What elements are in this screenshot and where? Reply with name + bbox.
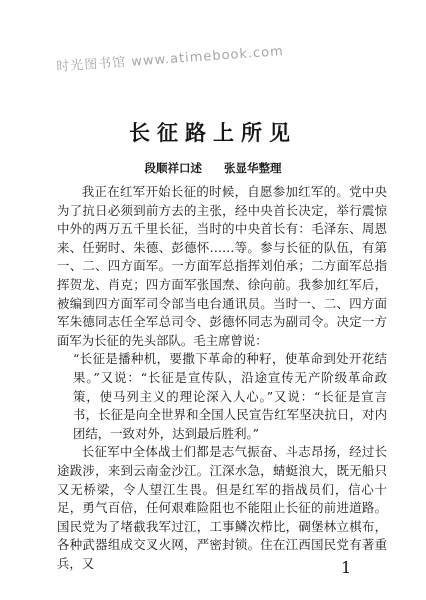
article-title: 长征路上所见 (129, 120, 297, 145)
watermark: 时光图书馆 www.atimebook.com (55, 44, 285, 75)
article-body (57, 183, 387, 573)
paragraph: 长征军中全体战士们都是志气振奋、斗志昂扬，经过长途跋涉，来到云南金沙江。江深水急，蜻蜓浪大，既无船只又无桥梁，令人望江生畏。但是红军的指战员们，信心十足，勇气百倍，任何艰难险阻也不能阻止长征的前进道路。国民党为了堵截我军过江，工事鳞次栉比，碉堡林立棋布，各种武器组成交叉火网，严密封锁。住在江西国民党有著重兵，又 (57, 444, 387, 571)
author-byline: 段顺祥口述 张显华整理 (144, 161, 282, 175)
quotation: “长征是播种机，要撒下革命的种籽，使革命到处开花结果。”又说：“长征是宣传队，沿途宣传无产阶级革命政策，使马列主义的理论深入人心。”又说：“长征是宣言书，长征是向全世界和全国人民宣告红军坚决抗日，对内团结，一致对外，达到最后胜利。” (73, 351, 387, 441)
paragraph: 我正在红军开始长征的时候，自愿参加红军的。党中央为了抗日必须到前方去的主张，经中央首长决定，举行震惊中外的两万五千里长征，当时的中央首长有：毛泽东、周恩来、任弼时、朱德、彭德怀……等。参与长征的队伍，有第一、二、四方面军。一方面军总指挥刘伯承；二方面军总指挥贺龙、肖克；四方面军张国焘、徐向前。我参加红军后，被编到四方面军司令部当电台通讯员。当时一、二、四方面军朱德同志任全军总司令、彭德怀同志为副司令。决定一方面军为长征的先头部队。毛主席曾说： (57, 184, 387, 348)
page-number: 1 (341, 558, 352, 577)
